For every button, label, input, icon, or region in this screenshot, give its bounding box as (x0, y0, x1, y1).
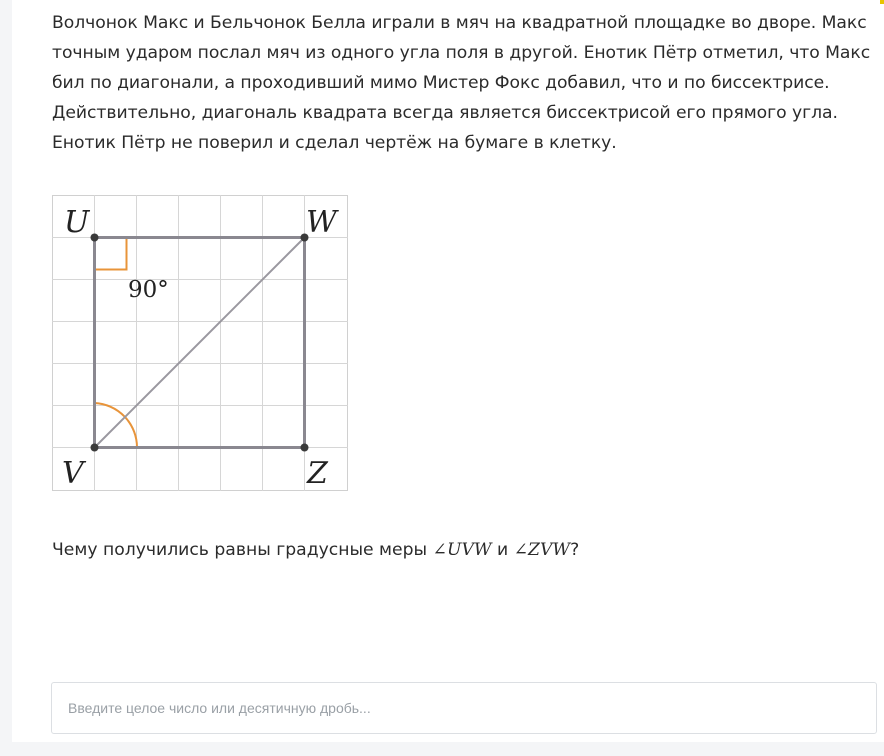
question-prefix: Чему получились равны градусные меры (52, 540, 433, 560)
angle-label-90: 90° (128, 277, 169, 303)
left-page-strip (0, 0, 12, 756)
problem-container (52, 8, 880, 158)
label-z: Z (307, 456, 328, 491)
angle-symbol-2: ∠ (513, 540, 529, 560)
label-v: V (62, 456, 84, 491)
point-u (91, 234, 99, 242)
corner-indicator (880, 0, 884, 4)
angle-symbol-1: ∠ (432, 540, 447, 560)
bottom-page-strip (0, 742, 884, 756)
question-text (52, 536, 579, 564)
question-conjunction: и (491, 540, 514, 560)
angle-2-name: ZVW (528, 540, 571, 560)
question-suffix: ? (570, 540, 580, 560)
angle-1-name: UVW (446, 540, 492, 560)
label-w: W (306, 205, 337, 240)
geometry-figure (52, 195, 349, 492)
answer-input[interactable] (51, 682, 877, 734)
label-u: U (64, 205, 90, 240)
point-v (91, 444, 99, 452)
problem-text: Волчонок Макс и Бельчонок Белла играли в мяч на квадратной площадке во дворе. Макс точным ударом послал мяч из одного угла поля в другой. Енотик Пётр отметил, что Макс бил по диагонали, а проходивший мимо Мистер Фокс добавил, что и по биссектрисе. Действительно, диагональ квадрата всегда является биссектрисой его прямого угла. Енотик Пётр не поверил и сделал чертёж на бумаге в клетку. (52, 13, 871, 153)
point-z (301, 444, 309, 452)
